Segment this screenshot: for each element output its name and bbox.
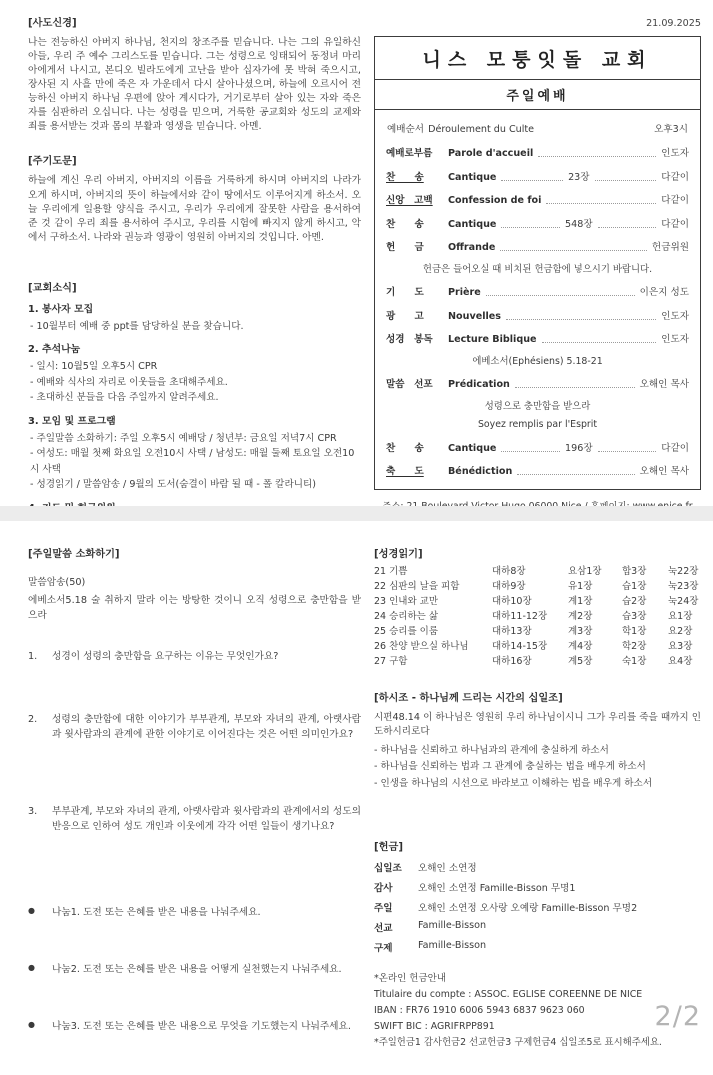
- memory-verse: 에베소서5.18 술 취하지 말라 이는 방탕한 것이니 오직 성령으로 충만함을 받으라: [28, 595, 361, 621]
- sharing-item: ● 나눔3. 도전 또는 은혜를 받은 내용으로 무엇을 기도했는지 나눠주세요.: [28, 1020, 351, 1033]
- dotted-leader: [501, 180, 563, 181]
- order-row: 찬 송 Cantique 196장 다같이: [386, 440, 689, 454]
- dotted-leader: [595, 180, 657, 181]
- offering-note: 헌금은 들어오실 때 비치된 헌금함에 넣으시기 바랍니다.: [422, 263, 653, 275]
- service-order-box: [374, 36, 701, 490]
- lords-prayer-body: 하늘에 계신 우리 아버지, 아버지의 이름을 거룩하게 하시며 아버지의 나라가 오게 하시며, 아버지의 뜻이 하늘에서와 같이 땅에서도 이루어지게 하소서. 오늘 우리에게 일용할 양식을 주시고, 우리가 우리에게 잘못한 사람을 용서하여 준 것 같이 우리 죄를 용서하여 주시고, 우리를 시험에 빠지지 않게 하시고, 악에서 구하소서. 나라와 권능과 영광이 영원히 아버지의 것입니다. 아멘.: [28, 175, 361, 243]
- order-header: [387, 121, 688, 135]
- order-row: 찬 송 Cantique 548장 다같이: [386, 216, 689, 230]
- hymn-number: 548장: [565, 218, 593, 230]
- sermon-title-fr: Soyez remplis par l'Esprit: [477, 419, 598, 430]
- dotted-leader: [501, 451, 560, 452]
- bible-reading-row: 23 인내와 교만 대하10장 계1장 습2장 눅24장: [374, 596, 699, 607]
- church-news-title: [교회소식]: [28, 282, 77, 294]
- order-row: 신앙 고백 Confession de foi 다같이: [386, 195, 689, 206]
- sermon-digest-title: [주일말씀 소화하기]: [28, 549, 120, 560]
- bible-reading-row: 21 기쁨 대하8장 요삼1장 합3장 눅22장: [374, 566, 699, 577]
- memory-verse-label: 말씀암송(50): [28, 577, 86, 588]
- order-row: 헌 금 Offrande 헌금위원: [386, 242, 689, 253]
- news-item: [28, 413, 361, 493]
- offering-row: 십일조 오해인 소연정: [374, 862, 477, 874]
- news-line: - 주일말씀 소화하기: 주일 오후5시 예배당 / 청년부: 금요일 저녁7시 CPR: [30, 432, 337, 444]
- offering-row: 선교 Famille-Bisson: [374, 919, 487, 934]
- news-item-heading: 1. 봉사자 모집: [28, 303, 94, 315]
- news-line: - 여성도: 매월 첫째 화요일 오전10시 사택 / 남성도: 매월 둘째 토요일 오전10시 사택: [30, 448, 355, 475]
- bulletin-page-2: [0, 521, 713, 1049]
- apostles-creed-section: [28, 14, 361, 134]
- order-row: 찬 송 Cantique 23장 다같이: [386, 169, 689, 183]
- page1-right-column: [374, 18, 701, 565]
- offering-row: 주일 오해인 소연정 오사랑 오예랑 Famille-Bisson 무명2: [374, 902, 638, 914]
- bullet-icon: ●: [28, 906, 35, 916]
- bible-reading-row: 27 구함 대하16장 계5장 숙1장 요4장: [374, 656, 693, 667]
- online-giving-line: IBAN : FR76 1910 6006 5943 6837 9623 060: [374, 1004, 585, 1016]
- page-number: 2/2: [654, 1001, 701, 1032]
- sharing-item: ● 나눔1. 도전 또는 은혜를 받은 내용을 나눠주세요.: [28, 906, 261, 919]
- page2-right-column: [374, 545, 701, 1051]
- hasijo-title: [하시조 - 하나님께 드리는 시간의 십일조]: [374, 692, 563, 704]
- bible-reading-row: 25 승리를 이룸 대하13장 계3장 학1장 요2장: [374, 626, 693, 637]
- service-time: 오후3시: [654, 124, 688, 135]
- online-giving-line: Titulaire du compte : ASSOC. EGLISE COREENNE DE NICE: [374, 988, 643, 1000]
- offering-section: [374, 838, 701, 1052]
- lords-prayer-title: [주기도문]: [28, 156, 77, 168]
- bullet-icon: ●: [28, 963, 35, 973]
- news-item: [28, 301, 361, 335]
- hasijo-line: - 인생을 하나님의 시선으로 바라보고 이해하는 법을 배우게 하소서: [374, 777, 653, 789]
- bullet-icon: ●: [28, 1020, 35, 1030]
- dotted-leader: [517, 474, 634, 475]
- apostles-creed-body: 나는 전능하신 아버지 하나님, 천지의 창조주를 믿습니다. 나는 그의 유일하신 아들, 우리 주 예수 그리스도를 믿습니다. 그는 성령으로 잉태되어 동정녀 마리아에게서 나시고, 본디오 빌라도에게 고난을 받아 십자가에 못 박혀 죽으시고, 장사된 지 사흘 만에 죽은 자 가운데서 다시 살아나셨으며, 하늘에 오르시어 전능하신 아버지 하나님 우편에 앉아 계시다가, 거기로부터 살아 있는 자와 죽은 자를 심판하러 오십니다. 나는 성령을 믿으며, 거룩한 공교회와 성도의 교제와 죄를 용서받는 것과 몸의 부활과 영생을 믿습니다. 아멘.: [28, 37, 361, 133]
- news-line: - 일시: 10월5일 오후5시 CPR: [30, 361, 158, 373]
- news-item-heading: 3. 모임 및 프로그램: [28, 415, 116, 427]
- online-giving-title: *온라인 헌금안내: [374, 972, 447, 984]
- bulletin-date: 21.09.2025: [646, 18, 701, 29]
- bible-reading-row: 24 승리하는 삶 대하11-12장 계2장 습3장 요1장: [374, 611, 693, 622]
- service-order-list: [375, 110, 700, 489]
- sermon-digest-section: [28, 545, 361, 1032]
- online-giving-line: *주일헌금1 감사헌금2 선교헌금3 구제헌금4 십일조5로 표시해주세요.: [374, 1037, 662, 1049]
- page-separator: [0, 506, 713, 521]
- order-row: 예배로부름 Parole d'accueil 인도자: [386, 148, 689, 159]
- dotted-leader: [538, 156, 656, 157]
- order-header-label: 예배순서 Déroulement du Culte: [387, 124, 535, 135]
- lords-prayer-section: [28, 152, 361, 244]
- page1-left-column: [28, 14, 361, 549]
- hasijo-line: - 하나님을 신뢰하는 법과 그 관계에 충실하는 법을 배우게 하소서: [374, 761, 646, 773]
- apostles-creed-title: [사도신경]: [28, 18, 77, 29]
- page2-left-column: [28, 545, 361, 1075]
- bible-reading-title: [성경읽기]: [374, 549, 423, 560]
- order-row: 성경 봉독 Lecture Biblique 인도자: [386, 334, 689, 345]
- dotted-leader: [542, 342, 657, 343]
- news-item-heading: 2. 추석나눔: [28, 344, 81, 356]
- dotted-leader: [486, 295, 635, 296]
- news-line: - 예배와 식사의 자리로 이웃들을 초대해주세요.: [30, 376, 228, 388]
- news-item: [28, 341, 361, 406]
- news-line: - 초대하신 분들을 다음 주일까지 알려주세요.: [30, 392, 219, 404]
- order-row: 광 고 Nouvelles 인도자: [386, 310, 689, 322]
- bulletin-page-1: [0, 0, 713, 506]
- news-line: - 10월부터 예배 중 ppt를 담당하실 분을 찾습니다.: [30, 320, 244, 332]
- hasijo-line: - 하나님을 신뢰하고 하나님과의 관계에 충실하게 하소서: [374, 745, 609, 757]
- news-line: - 성경읽기 / 말씀암송 / 9월의 도서(숨결이 바람 될 때 - 폴 칼라니티): [30, 479, 316, 491]
- dotted-leader: [515, 387, 635, 388]
- hasijo-section: [374, 689, 701, 792]
- online-giving-line: SWIFT BIC : AGRIFRPP891: [374, 1020, 495, 1032]
- sharing-item: ● 나눔2. 도전 또는 은혜를 받은 내용을 어떻게 실천했는지 나눠주세요.: [28, 963, 342, 976]
- scripture-reference: 에베소서(Ephésiens) 5.18-21: [472, 355, 603, 367]
- order-row: 기 도 Prière 이은지 성도: [386, 287, 689, 298]
- offering-title: [헌금]: [374, 841, 403, 853]
- church-name: 니스 모퉁잇돌 교회: [375, 37, 700, 80]
- question-item: 2. 성령의 충만함에 대한 이야기가 부부관계, 부모와 자녀의 관계, 아랫사람과 윗사람과의 관계에 관한 이야기로 이어진다는 것은 어떤 의미인가요?: [28, 714, 361, 741]
- dotted-leader: [500, 250, 647, 251]
- bible-reading-row: 26 찬양 받으실 하나님 대하14-15장 계4장 학2장 요3장: [374, 641, 693, 652]
- order-row: 축 도 Bénédiction 오해인 목사: [386, 466, 689, 477]
- order-row: 말씀 선포 Prédication 오해인 목사: [386, 379, 689, 390]
- online-giving-info: [374, 970, 701, 1052]
- offering-row: 구제 Famille-Bisson: [374, 939, 487, 954]
- question-item: 3. 부부관계, 부모와 자녀의 관계, 아랫사람과 윗사람과의 관계에서의 성도의 반응으로 인하여 성도 개인과 이웃에게 각각 어떤 일들이 생기나요?: [28, 806, 361, 833]
- dotted-leader: [501, 227, 560, 228]
- bible-reading-row: 22 심판의 날을 피함 대하9장 유1장 습1장 눅23장: [374, 581, 699, 592]
- dotted-leader: [506, 319, 656, 320]
- bible-reading-section: [374, 545, 701, 667]
- service-title: 주일예배: [375, 80, 700, 110]
- hymn-number: 23장: [568, 171, 590, 183]
- question-item: 1. 성경이 성령의 충만함을 요구하는 이유는 무엇인가요?: [28, 651, 279, 663]
- dotted-leader: [598, 451, 657, 452]
- hasijo-verse: 시편48.14 이 하나님은 영원히 우리 하나님이시니 그가 우리를 죽을 때까지 인도하시리로다: [374, 711, 701, 737]
- sermon-title-ko: 성령으로 충만함을 받으라: [484, 400, 591, 412]
- dotted-leader: [546, 203, 656, 204]
- dotted-leader: [598, 227, 657, 228]
- hymn-number: 196장: [565, 442, 593, 454]
- offering-row: 감사 오해인 소연정 Famille-Bisson 무명1: [374, 882, 576, 894]
